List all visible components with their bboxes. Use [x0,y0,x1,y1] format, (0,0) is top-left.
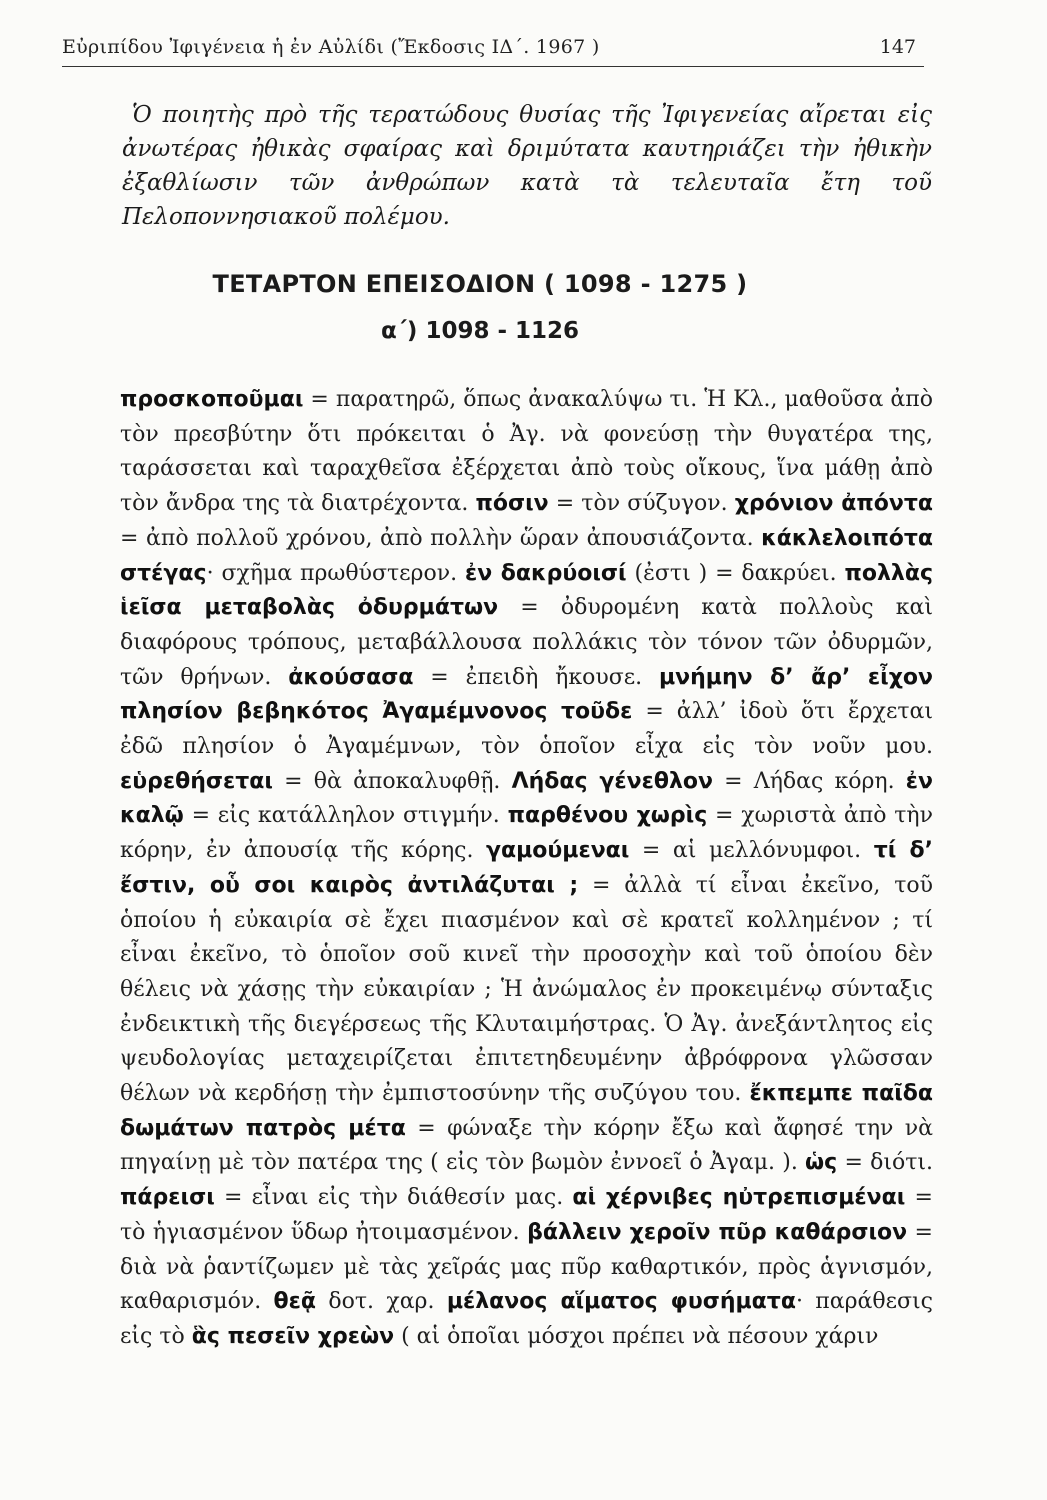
section-heading: ΤΕΤΑΡΤΟΝ ΕΠΕΙΣΟΔΙΟΝ ( 1098 - 1275 ) [212,270,748,298]
page-number: 147 [879,36,916,58]
lemma: ἔκπεμπε παῖδα δωμάτων πατρὸς μέτα [120,1081,933,1141]
lemma: ἀκούσασα [288,664,414,690]
lemma: γαμούμεναι [486,838,630,864]
section-subheading: α΄) 1098 - 1126 [380,318,580,344]
gloss-text: = χωριστὰ ἀπὸ τὴν κόρην, ἐν ἀπουσίᾳ τῆς κόρης. [120,803,933,864]
gloss-text: = διότι. [837,1150,933,1176]
commentary-text [120,383,933,1355]
gloss-text: = ἀλλὰ τί εἶναι ἐκεῖνο, τοῦ ὁποίου ἡ εὐκαιρία σὲ ἔχει πιασμένον καὶ σὲ κρατεῖ κολλημένον ; τί εἶναι ἐκεῖνο, τὸ ὁποῖον σοῦ κινεῖ τὴν προσοχὴν καὶ τοῦ ὁποίου δὲν θέλεις νὰ χάσῃς τὴν εὐκαιρίαν ; Ἡ ἀνώμαλος ἐν προκειμένῳ σύνταξις ἐνδεικτικὴ τῆς διεγέρσεως τῆς Κλυταιμήστρας. Ὁ Ἀγ. ἀνεξάντλητος εἰς ψευδολογίας μεταχειρίζεται ἐπιτετηδευμένην ἀβρόφρονα γλῶσσαν θέλων νὰ κερδήσῃ τὴν ἐμπιστοσύνην τῆς συζύγου του. [120,872,933,1107]
lemma: βάλλειν χεροῖν πῦρ καθάρσιον [527,1219,908,1245]
lemma: μνήμην δ’ ἄρ’ εἶχον πλησίον βεβηκότος Ἀγαμέμνονος τοῦδε [120,664,933,725]
gloss-text: = Λήδας κόρη. [713,768,906,794]
gloss-text: = εἰς κατάλληλον στιγμήν. [183,803,508,829]
lemma: ἐν δακρύοισί [464,560,627,586]
gloss-text: = θὰ ἀποκαλυφθῇ. [272,768,512,794]
lemma: ἐν καλῷ [120,768,934,829]
lemma: αἱ χέρνιβες ηὐτρεπισμέναι [572,1185,906,1211]
lemma: μέλανος αἵματος φυσήματα [446,1289,796,1315]
gloss-text: = ἀπὸ πολλοῦ χρόνου, ἀπὸ πολλὴν ὥραν ἀπουσιάζοντα. [120,525,762,551]
lemma: ὡς [805,1150,838,1176]
page-header [62,26,924,67]
gloss-text: (ἐστι ) = δακρύει. [626,560,845,586]
lemma: ἃς πεσεῖν χρεὼν [191,1323,395,1349]
lemma: χρόνιον ἀπόντα [734,491,933,517]
gloss-text: ( αἱ ὁποῖαι μόσχοι πρέπει νὰ πέσουν χάριν [394,1323,879,1349]
lemma: τί δ’ ἔστιν, οὗ σοι καιρὸς ἀντιλάζυται ; [120,838,933,898]
gloss-text: = εἶναι εἰς τὴν διάθεσίν μας. [214,1185,573,1211]
lemma: πόσιν [475,491,549,517]
gloss-text: δοτ. χαρ. [316,1289,447,1315]
gloss-text: · παράθεσις εἰς τὸ [120,1289,933,1349]
lemma: παρθένου χωρὶς [507,803,708,829]
running-head: Εὐριπίδου Ἰφιγένεια ἡ ἐν Αὐλίδι (Ἔκδοσις ΙΔ΄. 1967 ) [62,36,600,58]
lemma: πάρεισι [120,1185,215,1211]
lemma: προσκοποῦμαι [120,387,304,412]
gloss-text: = τὸ ἡγιασμένον ὕδωρ ἠτοιμασμένον. [120,1185,933,1245]
lemma: εὑρεθήσεται [120,768,273,794]
gloss-text: = αἱ μελλόνυμφοι. [629,838,874,864]
lemma: Λήδας γένεθλον [511,768,713,794]
gloss-text: = διὰ νὰ ῥαντίζωμεν μὲ τὰς χεῖράς μας πῦρ καθαρτικόν, πρὸς ἁγνισμόν, καθαρισμόν. [120,1219,933,1315]
gloss-text: = ἐπειδὴ ἤκουσε. [413,664,659,690]
lemma: θεᾷ [273,1289,317,1315]
gloss-text: = ὀδυρομένη κατὰ πολλοὺς καὶ διαφόρους τρόπους, μεταβάλλουσα πολλάκις τὸν τόνον τῶν ὀδυρμῶν, τῶν θρήνων. [120,595,933,690]
gloss-text: = φώναξε τὴν κόρην ἔξω καὶ ἄφησέ την νὰ πηγαίνῃ μὲ τὸν πατέρα της ( εἰς τὸν βωμὸν ἐννοεῖ ὁ Ἀγαμ. ). [120,1115,934,1176]
lemma: πολλὰς ἱεῖσα μεταβολὰς ὀδυρμάτων [120,560,933,621]
lemma: κάκλελοιπότα στέγας [120,525,933,586]
gloss-text: = τὸν σύζυγον. [548,491,735,517]
gloss-text: = ἀλλ’ ἰδοὺ ὅτι ἔρχεται ἐδῶ πλησίον ὁ Ἀγαμέμνων, τὸν ὁποῖον εἶχα εἰς τὸν νοῦν μου. [120,699,933,760]
gloss-text: · σχῆμα πρωθύστερον. [206,560,465,586]
intro-paragraph: Ὁ ποιητὴς πρὸ τῆς τερατώδους θυσίας τῆς Ἰφιγενείας αἴρεται εἰς ἀνωτέρας ἠθικὰς σφαίρας καὶ δριμύτατα καυτηριάζει τὴν ἠθικὴν ἐξαθλίωσιν τῶν ἀνθρώπων κατὰ τὰ τελευταῖα ἔτη τοῦ Πελοποννησιακοῦ πολέμου. [122,102,932,230]
gloss-text: = παρατηρῶ, ὅπως ἀνακαλύψω τι. Ἡ Κλ., μαθοῦσα ἀπὸ τὸν πρεσβύτην ὅτι πρόκειται ὁ Ἀγ. νὰ φονεύσῃ τὴν θυγατέρα της, ταράσσεται καὶ ταραχθεῖσα ἐξέρχεται ἀπὸ τοὺς οἴκους, ἵνα μάθῃ ἀπὸ τὸν ἄνδρα της τὰ διατρέχοντα. [120,387,933,517]
